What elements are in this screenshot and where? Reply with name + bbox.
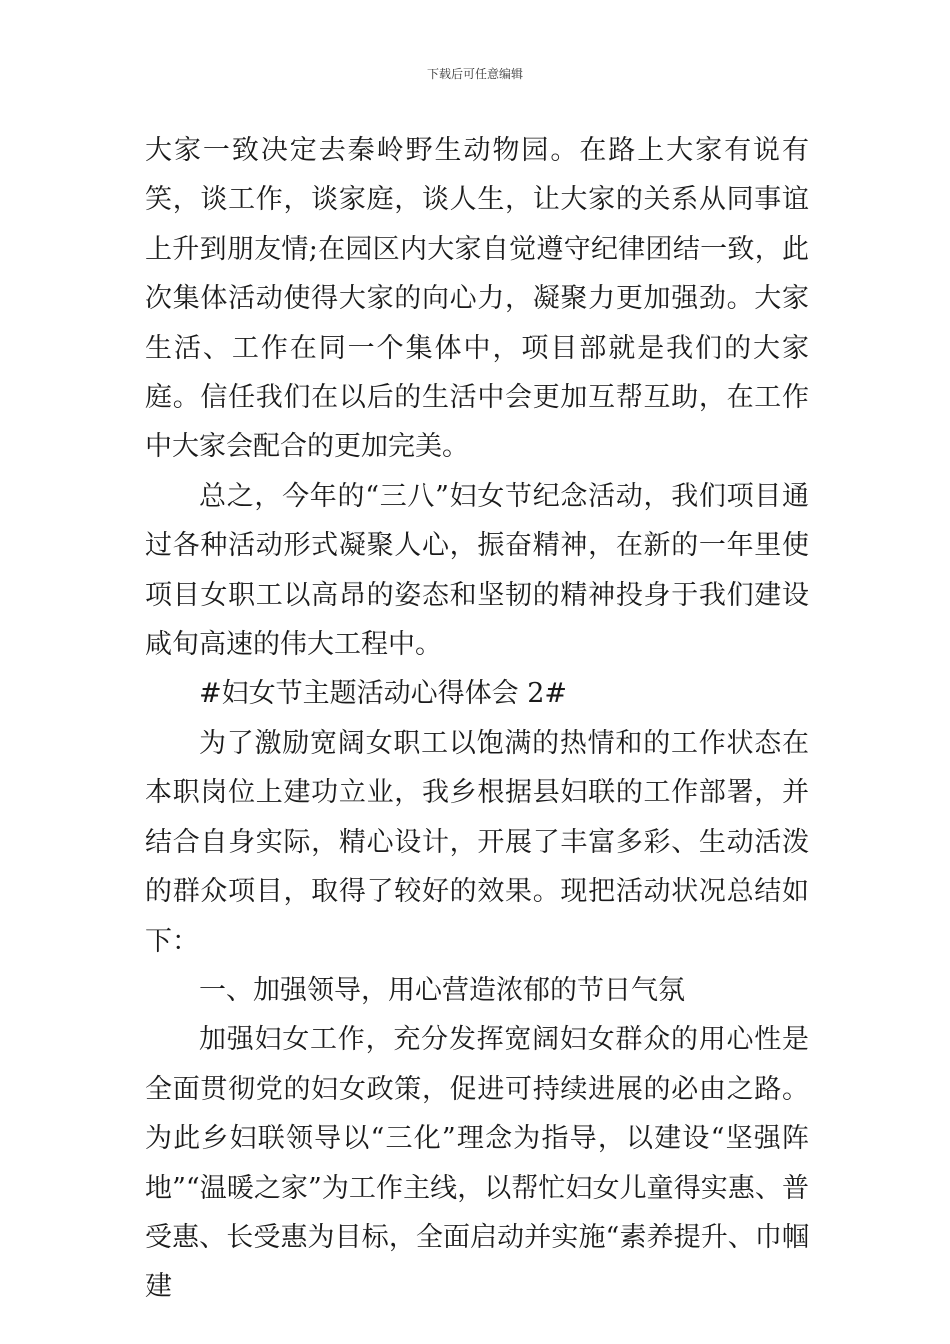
paragraph-3: 为了激励宽阔女职工以饱满的热情和的工作状态在本职岗位上建功立业，我乡根据县妇联的工作部署，并结合自身实际，精心设计，开展了丰富多彩、生动活泼的群众项目，取得了较好的效果。现把活动状况总结如下： (145, 727, 809, 957)
subheading-1: 一、加强领导，用心营造浓郁的节日气氛 (199, 974, 685, 1006)
paragraph-1: 大家一致决定去秦岭野生动物园。在路上大家有说有笑，谈工作，谈家庭，谈人生，让大家的关系从同事谊上升到朋友情;在园区内大家自觉遵守纪律团结一致，此次集体活动使得大家的向心力，凝聚力更加强劲。大家生活、工作在同一个集体中，项目部就是我们的大家庭。信任我们在以后的生活中会更加互帮互助，在工作中大家会配合的更加完美。 (145, 135, 809, 463)
section-heading-2: #妇女节主题活动心得体会 2# (199, 678, 568, 710)
document-body (145, 126, 809, 1312)
paragraph-2: 总之，今年的“三八”妇女节纪念活动，我们项目通过各种活动形式凝聚人心，振奋精神，在新的一年里使项目女职工以高昂的姿态和坚韧的精神投身于我们建设咸旬高速的伟大工程中。 (145, 480, 809, 661)
header-note: 下载后可任意编辑 (426, 67, 523, 81)
paragraph-4: 加强妇女工作，充分发挥宽阔妇女群众的用心性是全面贯彻党的妇女政策，促进可持续进展的必由之路。为此乡妇联领导以“三化”理念为指导，以建设“坚强阵地”“温暖之家”为工作主线，以帮忙妇女儿童得实惠、普受惠、长受惠为目标，全面启动并实施“素养提升、巾帼建 (145, 1024, 809, 1303)
